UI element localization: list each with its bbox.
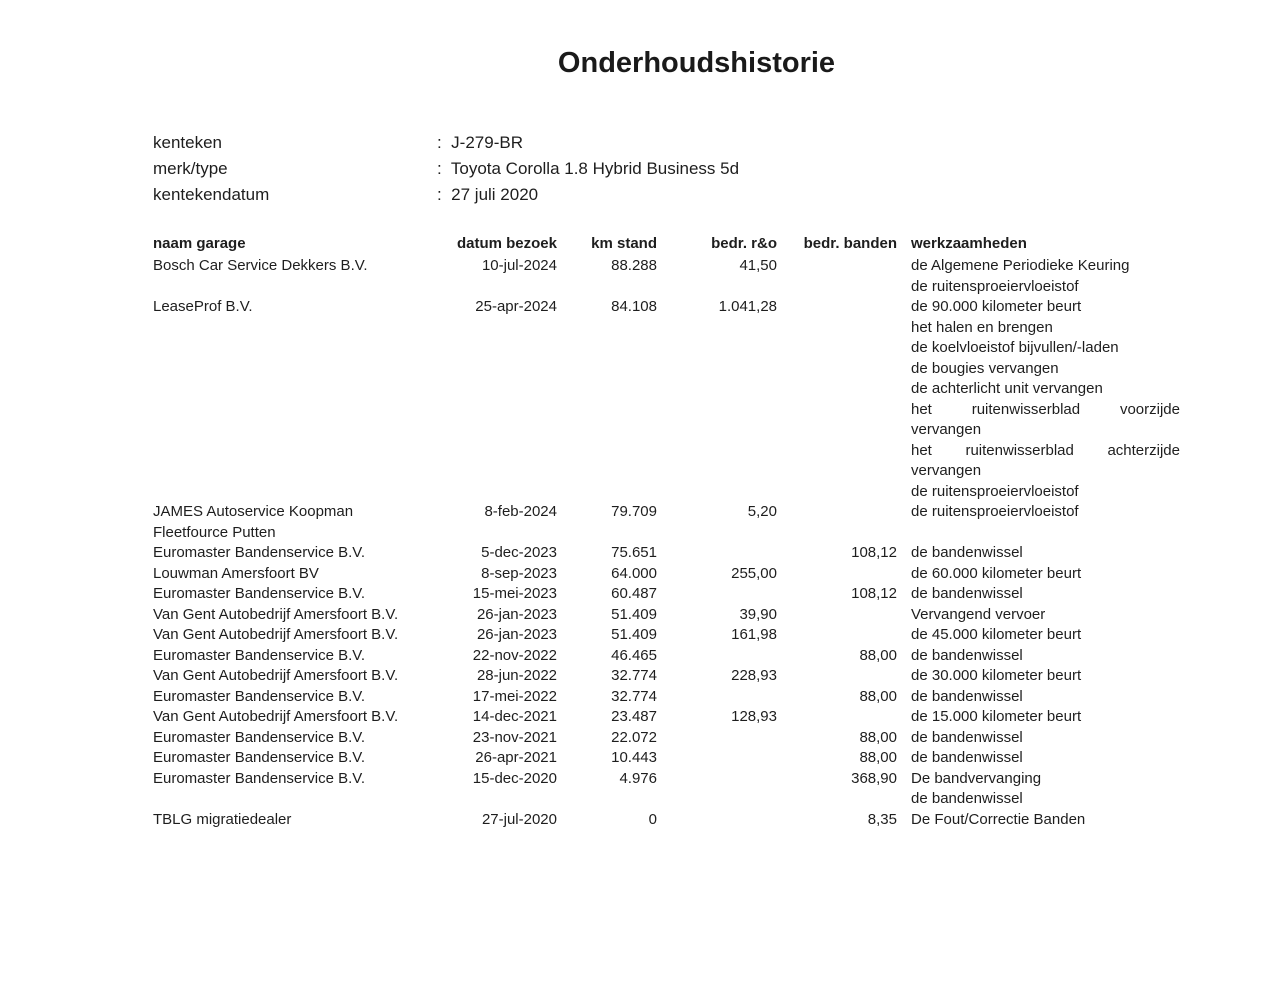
cell-bedr-ro: 39,90: [739, 605, 777, 623]
cell-bedr-ro: 5,20: [747, 503, 777, 521]
work-item: de koelvloeistof bijvullen/-laden: [911, 339, 1119, 357]
cell-naam-garage: Euromaster Bandenservice B.V.: [153, 646, 366, 664]
cell-km-stand: 32.774: [611, 687, 657, 705]
work-item: de Algemene Periodieke Keuring: [911, 257, 1130, 275]
cell-bedr-banden: 8,35: [867, 810, 897, 828]
cell-werkzaamheden: [897, 687, 1180, 708]
work-item: de 30.000 kilometer beurt: [911, 667, 1082, 685]
info-row: [153, 130, 1260, 156]
cell-bedr-ro: 161,98: [731, 626, 777, 644]
work-item: het halen en brengen: [911, 318, 1053, 336]
work-item: de 15.000 kilometer beurt: [911, 708, 1082, 726]
table-row: [153, 769, 1180, 810]
work-item: de bandenwissel: [911, 544, 1023, 562]
cell-bedr-banden: 108,12: [851, 544, 897, 562]
work-item: de bandenwissel: [911, 728, 1023, 746]
cell-naam-garage: Euromaster Bandenservice B.V.: [153, 728, 366, 746]
cell-werkzaamheden: [897, 502, 1180, 523]
cell-naam-garage: Louwman Amersfoort BV: [153, 564, 319, 582]
cell-datum-bezoek: 27-jul-2020: [481, 810, 557, 828]
cell-bedr-ro: 1.041,28: [718, 298, 777, 316]
cell-km-stand: 22.072: [611, 728, 657, 746]
cell-datum-bezoek: 26-jan-2023: [476, 605, 557, 623]
work-item: de 45.000 kilometer beurt: [911, 626, 1082, 644]
work-item: Vervangend vervoer: [911, 605, 1046, 623]
work-item: het ruitenwisserblad achterzijde vervangen: [911, 441, 1180, 480]
work-item: de bandenwissel: [911, 790, 1023, 808]
cell-datum-bezoek: 23-nov-2021: [472, 728, 557, 746]
table-row: [153, 502, 1180, 543]
table-row: [153, 748, 1180, 769]
work-item: het ruitenwisserblad voorzijde vervangen: [911, 400, 1180, 439]
column-header-werkzaamheden: werkzaamheden: [911, 234, 1027, 252]
cell-datum-bezoek: 25-apr-2024: [475, 298, 557, 316]
work-item: de 90.000 kilometer beurt: [911, 298, 1082, 316]
info-value: : J-279-BR: [437, 132, 523, 152]
info-label: kenteken: [153, 132, 222, 152]
cell-bedr-banden: 368,90: [851, 769, 897, 787]
cell-naam-garage: Bosch Car Service Dekkers B.V.: [153, 257, 368, 275]
table-header-row: [153, 234, 1180, 255]
cell-naam-garage: Van Gent Autobedrijf Amersfoort B.V.: [153, 626, 399, 644]
cell-werkzaamheden: [897, 728, 1180, 749]
cell-werkzaamheden: [897, 584, 1180, 605]
cell-bedr-banden: 88,00: [859, 687, 897, 705]
cell-werkzaamheden: [897, 605, 1180, 626]
cell-naam-garage: Euromaster Bandenservice B.V.: [153, 749, 366, 767]
cell-naam-garage: Euromaster Bandenservice B.V.: [153, 687, 366, 705]
table-row: [153, 297, 1180, 502]
cell-bedr-banden: 88,00: [859, 728, 897, 746]
cell-werkzaamheden: [897, 625, 1180, 646]
maintenance-history-table: [153, 234, 1180, 831]
cell-werkzaamheden: [897, 543, 1180, 564]
cell-werkzaamheden: [897, 297, 1180, 502]
table-row: [153, 625, 1180, 646]
cell-bedr-ro: 128,93: [731, 708, 777, 726]
info-value: : Toyota Corolla 1.8 Hybrid Business 5d: [437, 158, 740, 178]
cell-km-stand: 46.465: [611, 646, 657, 664]
info-row: [153, 156, 1260, 182]
table-row: [153, 707, 1180, 728]
cell-km-stand: 88.288: [611, 257, 657, 275]
column-header-bedr-banden: bedr. banden: [803, 234, 897, 252]
cell-naam-garage: JAMES Autoservice Koopman Fleetfource Putten: [153, 503, 354, 541]
cell-naam-garage: Van Gent Autobedrijf Amersfoort B.V.: [153, 708, 399, 726]
table-row: [153, 646, 1180, 667]
work-item: de ruitensproeiervloeistof: [911, 503, 1079, 521]
cell-datum-bezoek: 10-jul-2024: [481, 257, 557, 275]
cell-bedr-banden: 88,00: [859, 646, 897, 664]
cell-werkzaamheden: [897, 769, 1180, 810]
cell-werkzaamheden: [897, 707, 1180, 728]
work-item: de bandenwissel: [911, 687, 1023, 705]
cell-bedr-ro: 41,50: [739, 257, 777, 275]
column-header-bedr-ro: bedr. r&o: [711, 234, 777, 252]
work-item: de ruitensproeiervloeistof: [911, 277, 1079, 295]
table-row: [153, 584, 1180, 605]
cell-naam-garage: Euromaster Bandenservice B.V.: [153, 769, 366, 787]
work-item: de bandenwissel: [911, 585, 1023, 603]
column-header-naam-garage: naam garage: [153, 234, 246, 252]
work-item: de bandenwissel: [911, 646, 1023, 664]
cell-datum-bezoek: 5-dec-2023: [481, 544, 557, 562]
cell-naam-garage: LeaseProf B.V.: [153, 298, 253, 316]
column-header-km-stand: km stand: [591, 234, 657, 252]
work-item: de ruitensproeiervloeistof: [911, 482, 1079, 500]
cell-bedr-ro: 255,00: [731, 564, 777, 582]
info-label: kentekendatum: [153, 184, 270, 204]
cell-datum-bezoek: 8-feb-2024: [484, 503, 557, 521]
cell-km-stand: 64.000: [611, 564, 657, 582]
cell-datum-bezoek: 15-dec-2020: [472, 769, 557, 787]
table-body: [153, 256, 1180, 830]
info-row: [153, 182, 1260, 208]
cell-km-stand: 10.443: [611, 749, 657, 767]
cell-datum-bezoek: 17-mei-2022: [472, 687, 557, 705]
cell-km-stand: 51.409: [611, 626, 657, 644]
table-row: [153, 728, 1180, 749]
cell-km-stand: 51.409: [611, 605, 657, 623]
info-label: merk/type: [153, 158, 228, 178]
info-value: : 27 juli 2020: [437, 184, 539, 204]
cell-datum-bezoek: 28-jun-2022: [476, 667, 557, 685]
cell-km-stand: 75.651: [611, 544, 657, 562]
table-row: [153, 687, 1180, 708]
table-row: [153, 810, 1180, 831]
cell-km-stand: 84.108: [611, 298, 657, 316]
cell-datum-bezoek: 26-jan-2023: [476, 626, 557, 644]
cell-werkzaamheden: [897, 646, 1180, 667]
cell-naam-garage: Euromaster Bandenservice B.V.: [153, 585, 366, 603]
cell-werkzaamheden: [897, 748, 1180, 769]
cell-bedr-banden: 88,00: [859, 749, 897, 767]
cell-bedr-ro: 228,93: [731, 667, 777, 685]
column-header-datum-bezoek: datum bezoek: [456, 234, 557, 252]
work-item: de bandenwissel: [911, 749, 1023, 767]
work-item: De Fout/Correctie Banden: [911, 810, 1086, 828]
table-row: [153, 543, 1180, 564]
cell-naam-garage: Euromaster Bandenservice B.V.: [153, 544, 366, 562]
cell-bedr-banden: 108,12: [851, 585, 897, 603]
work-item: de bougies vervangen: [911, 359, 1059, 377]
work-item: de achterlicht unit vervangen: [911, 380, 1103, 398]
cell-datum-bezoek: 15-mei-2023: [472, 585, 557, 603]
cell-werkzaamheden: [897, 564, 1180, 585]
table-row: [153, 564, 1180, 585]
cell-km-stand: 60.487: [611, 585, 657, 603]
vehicle-info: [153, 130, 1260, 208]
work-item: De bandvervanging: [911, 769, 1042, 787]
cell-km-stand: 79.709: [611, 503, 657, 521]
table-row: [153, 605, 1180, 626]
cell-datum-bezoek: 8-sep-2023: [481, 564, 557, 582]
cell-datum-bezoek: 26-apr-2021: [475, 749, 557, 767]
cell-km-stand: 4.976: [619, 769, 657, 787]
page-title: Onderhoudshistorie: [557, 47, 836, 79]
cell-datum-bezoek: 14-dec-2021: [472, 708, 557, 726]
cell-datum-bezoek: 22-nov-2022: [472, 646, 557, 664]
cell-naam-garage: Van Gent Autobedrijf Amersfoort B.V.: [153, 605, 399, 623]
cell-km-stand: 32.774: [611, 667, 657, 685]
cell-werkzaamheden: [897, 256, 1180, 297]
cell-werkzaamheden: [897, 666, 1180, 687]
table-row: [153, 666, 1180, 687]
cell-werkzaamheden: [897, 810, 1180, 831]
cell-naam-garage: TBLG migratiedealer: [153, 810, 292, 828]
cell-naam-garage: Van Gent Autobedrijf Amersfoort B.V.: [153, 667, 399, 685]
cell-km-stand: 0: [648, 810, 657, 828]
table-row: [153, 256, 1180, 297]
work-item: de 60.000 kilometer beurt: [911, 564, 1082, 582]
cell-km-stand: 23.487: [611, 708, 657, 726]
